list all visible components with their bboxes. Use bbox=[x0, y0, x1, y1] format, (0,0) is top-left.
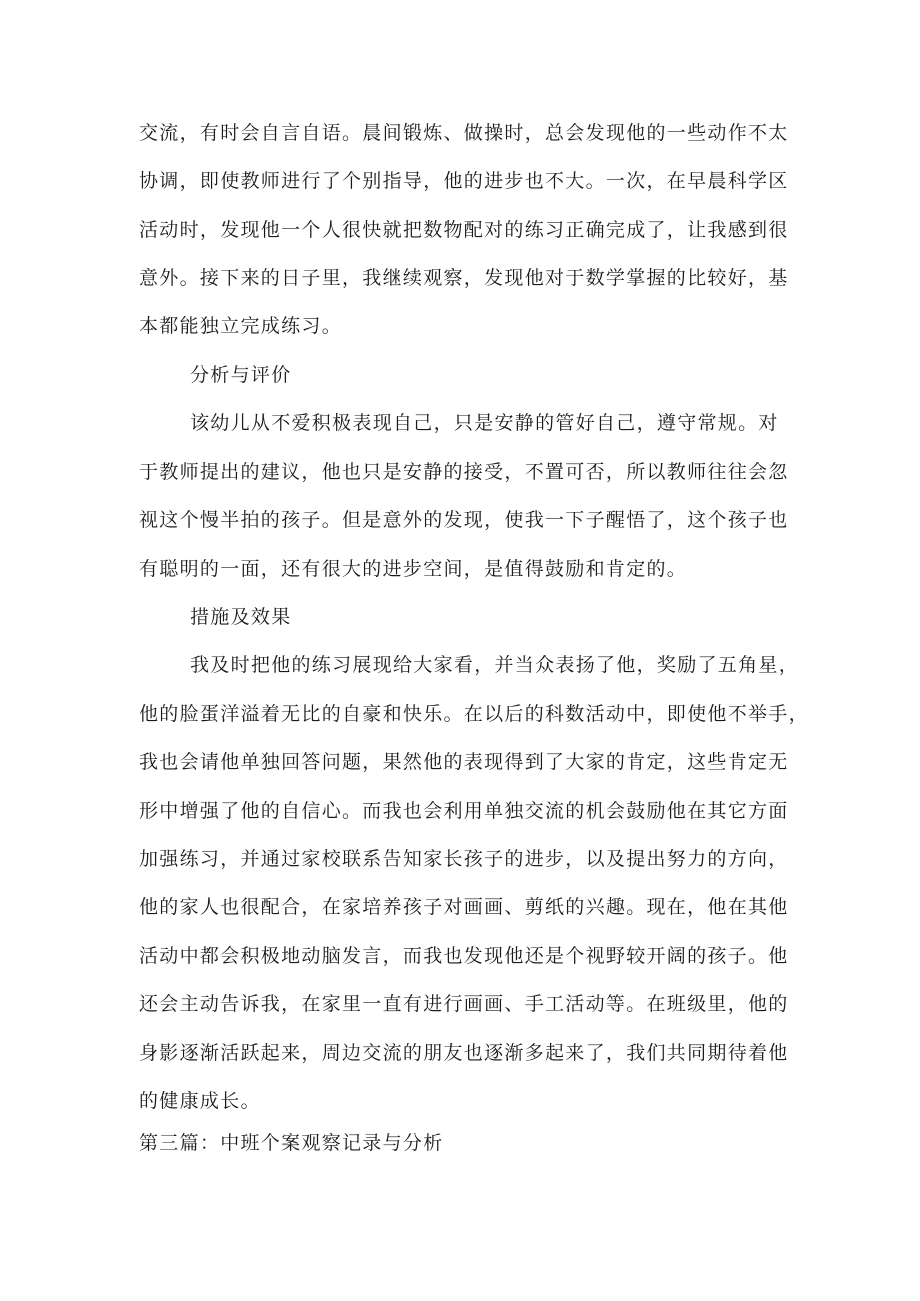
section-heading-measures: 措施及效果 bbox=[190, 606, 292, 628]
paragraph-3-line-9: 身影逐渐活跃起来，周边交流的朋友也逐渐多起来了，我们共同期待着他 bbox=[139, 1042, 789, 1064]
paragraph-1-line-4: 意外。接下来的日子里，我继续观察，发现他对于数学掌握的比较好，基 bbox=[139, 267, 789, 289]
paragraph-3-line-6: 他的家人也很配合，在家培养孩子对画画、剪纸的兴趣。现在，他在其他 bbox=[139, 896, 789, 918]
paragraph-2-line-4: 有聪明的一面，还有很大的进步空间，是值得鼓励和肯定的。 bbox=[139, 558, 688, 580]
paragraph-1-line-3: 活动时，发现他一个人很快就把数物配对的练习正确完成了，让我感到很 bbox=[139, 219, 789, 241]
paragraph-3-line-4: 形中增强了他的自信心。而我也会利用单独交流的机会鼓励他在其它方面 bbox=[139, 800, 789, 822]
paragraph-1-line-2: 协调，即使教师进行了个别指导，他的进步也不大。一次，在早晨科学区 bbox=[139, 170, 789, 192]
paragraph-2-line-2: 于教师提出的建议，他也只是安静的接受，不置可否，所以教师往往会忽 bbox=[139, 461, 789, 483]
paragraph-3-line-3: 我也会请他单独回答问题，果然他的表现得到了大家的肯定，这些肯定无 bbox=[139, 751, 789, 773]
paragraph-3-line-10: 的健康成长。 bbox=[139, 1090, 261, 1112]
paragraph-3-line-8: 还会主动告诉我，在家里一直有进行画画、手工活动等。在班级里，他的 bbox=[139, 993, 789, 1015]
paragraph-3-line-5: 加强练习，并通过家校联系告知家长孩子的进步，以及提出努力的方向， bbox=[139, 848, 789, 870]
paragraph-1-line-5: 本都能独立完成练习。 bbox=[139, 315, 343, 337]
section-heading-analysis: 分析与评价 bbox=[190, 364, 292, 386]
chapter-title: 第三篇：中班个案观察记录与分析 bbox=[139, 1132, 444, 1154]
paragraph-3-line-2: 他的脸蛋洋溢着无比的自豪和快乐。在以后的科数活动中，即使他不举手， bbox=[139, 703, 809, 725]
paragraph-2-line-1: 该幼儿从不爱积极表现自己，只是安静的管好自己，遵守常规。对 bbox=[190, 412, 779, 434]
paragraph-2-line-3: 视这个慢半拍的孩子。但是意外的发现，使我一下子醒悟了，这个孩子也 bbox=[139, 509, 789, 531]
paragraph-1-line-1: 交流，有时会自言自语。晨间锻炼、做操时，总会发现他的一些动作不太 bbox=[139, 122, 789, 144]
paragraph-3-line-7: 活动中都会积极地动脑发言，而我也发现他还是个视野较开阔的孩子。他 bbox=[139, 945, 789, 967]
paragraph-3-line-1: 我及时把他的练习展现给大家看，并当众表扬了他，奖励了五角星， bbox=[190, 654, 800, 676]
